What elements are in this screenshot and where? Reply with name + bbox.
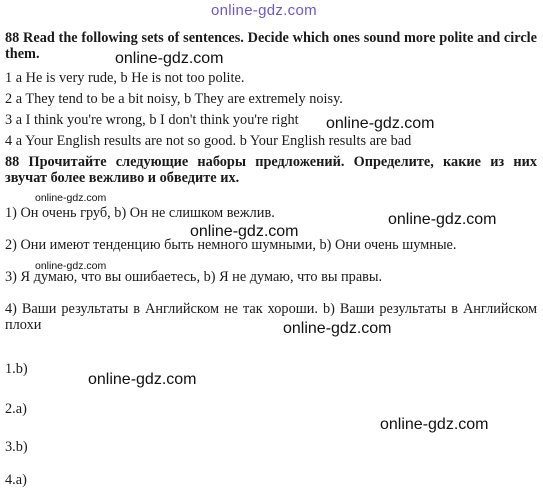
- watermark: online-gdz.com: [326, 115, 435, 132]
- watermark: online-gdz.com: [190, 223, 299, 240]
- answer-1: 1.b): [5, 361, 28, 377]
- watermark: online-gdz.com: [380, 416, 489, 433]
- exercise-en-item: 2 a They tend to be a bit noisy, b They are extremely noisy.: [5, 91, 343, 107]
- exercise-ru-item: 2) Они имеют тенденцию быть немного шумными, b) Они очень шумные.: [5, 237, 457, 253]
- exercise-ru-heading: 88 Прочитайте следующие наборы предложений. Определите, какие из них звучат более вежливо и обведите их.: [5, 154, 537, 186]
- watermark: online-gdz.com: [388, 211, 497, 228]
- exercise-ru-item: 4) Ваши результаты в Английском не так хороши. b) Ваши результаты в Английском плохи: [5, 301, 537, 333]
- exercise-ru-item: 1) Он очень груб, b) Он не слишком вежлив.: [5, 205, 275, 221]
- exercise-en-heading: 88 Read the following sets of sentences. Decide which ones sound more polite and circle them.: [5, 30, 537, 62]
- exercise-en-item: 3 a I think you're wrong, b I don't think you're right: [5, 112, 299, 128]
- exercise-en-item: 4 a Your English results are not so good. b Your English results are bad: [5, 133, 412, 149]
- watermark: online-gdz.com: [283, 320, 392, 337]
- watermark: online-gdz.com: [115, 50, 224, 67]
- watermark-top: online-gdz.com: [211, 2, 317, 19]
- answer-3: 3.b): [5, 439, 28, 455]
- exercise-ru-item: 3) Я думаю, что вы ошибаетесь, b) Я не думаю, что вы правы.: [5, 269, 383, 285]
- exercise-en-item: 1 a He is very rude, b He is not too polite.: [5, 70, 245, 86]
- watermark: online-gdz.com: [35, 192, 107, 204]
- watermark: online-gdz.com: [88, 371, 197, 388]
- watermark: online-gdz.com: [35, 260, 107, 272]
- answer-2: 2.a): [5, 401, 27, 417]
- answer-4: 4.a): [5, 472, 27, 488]
